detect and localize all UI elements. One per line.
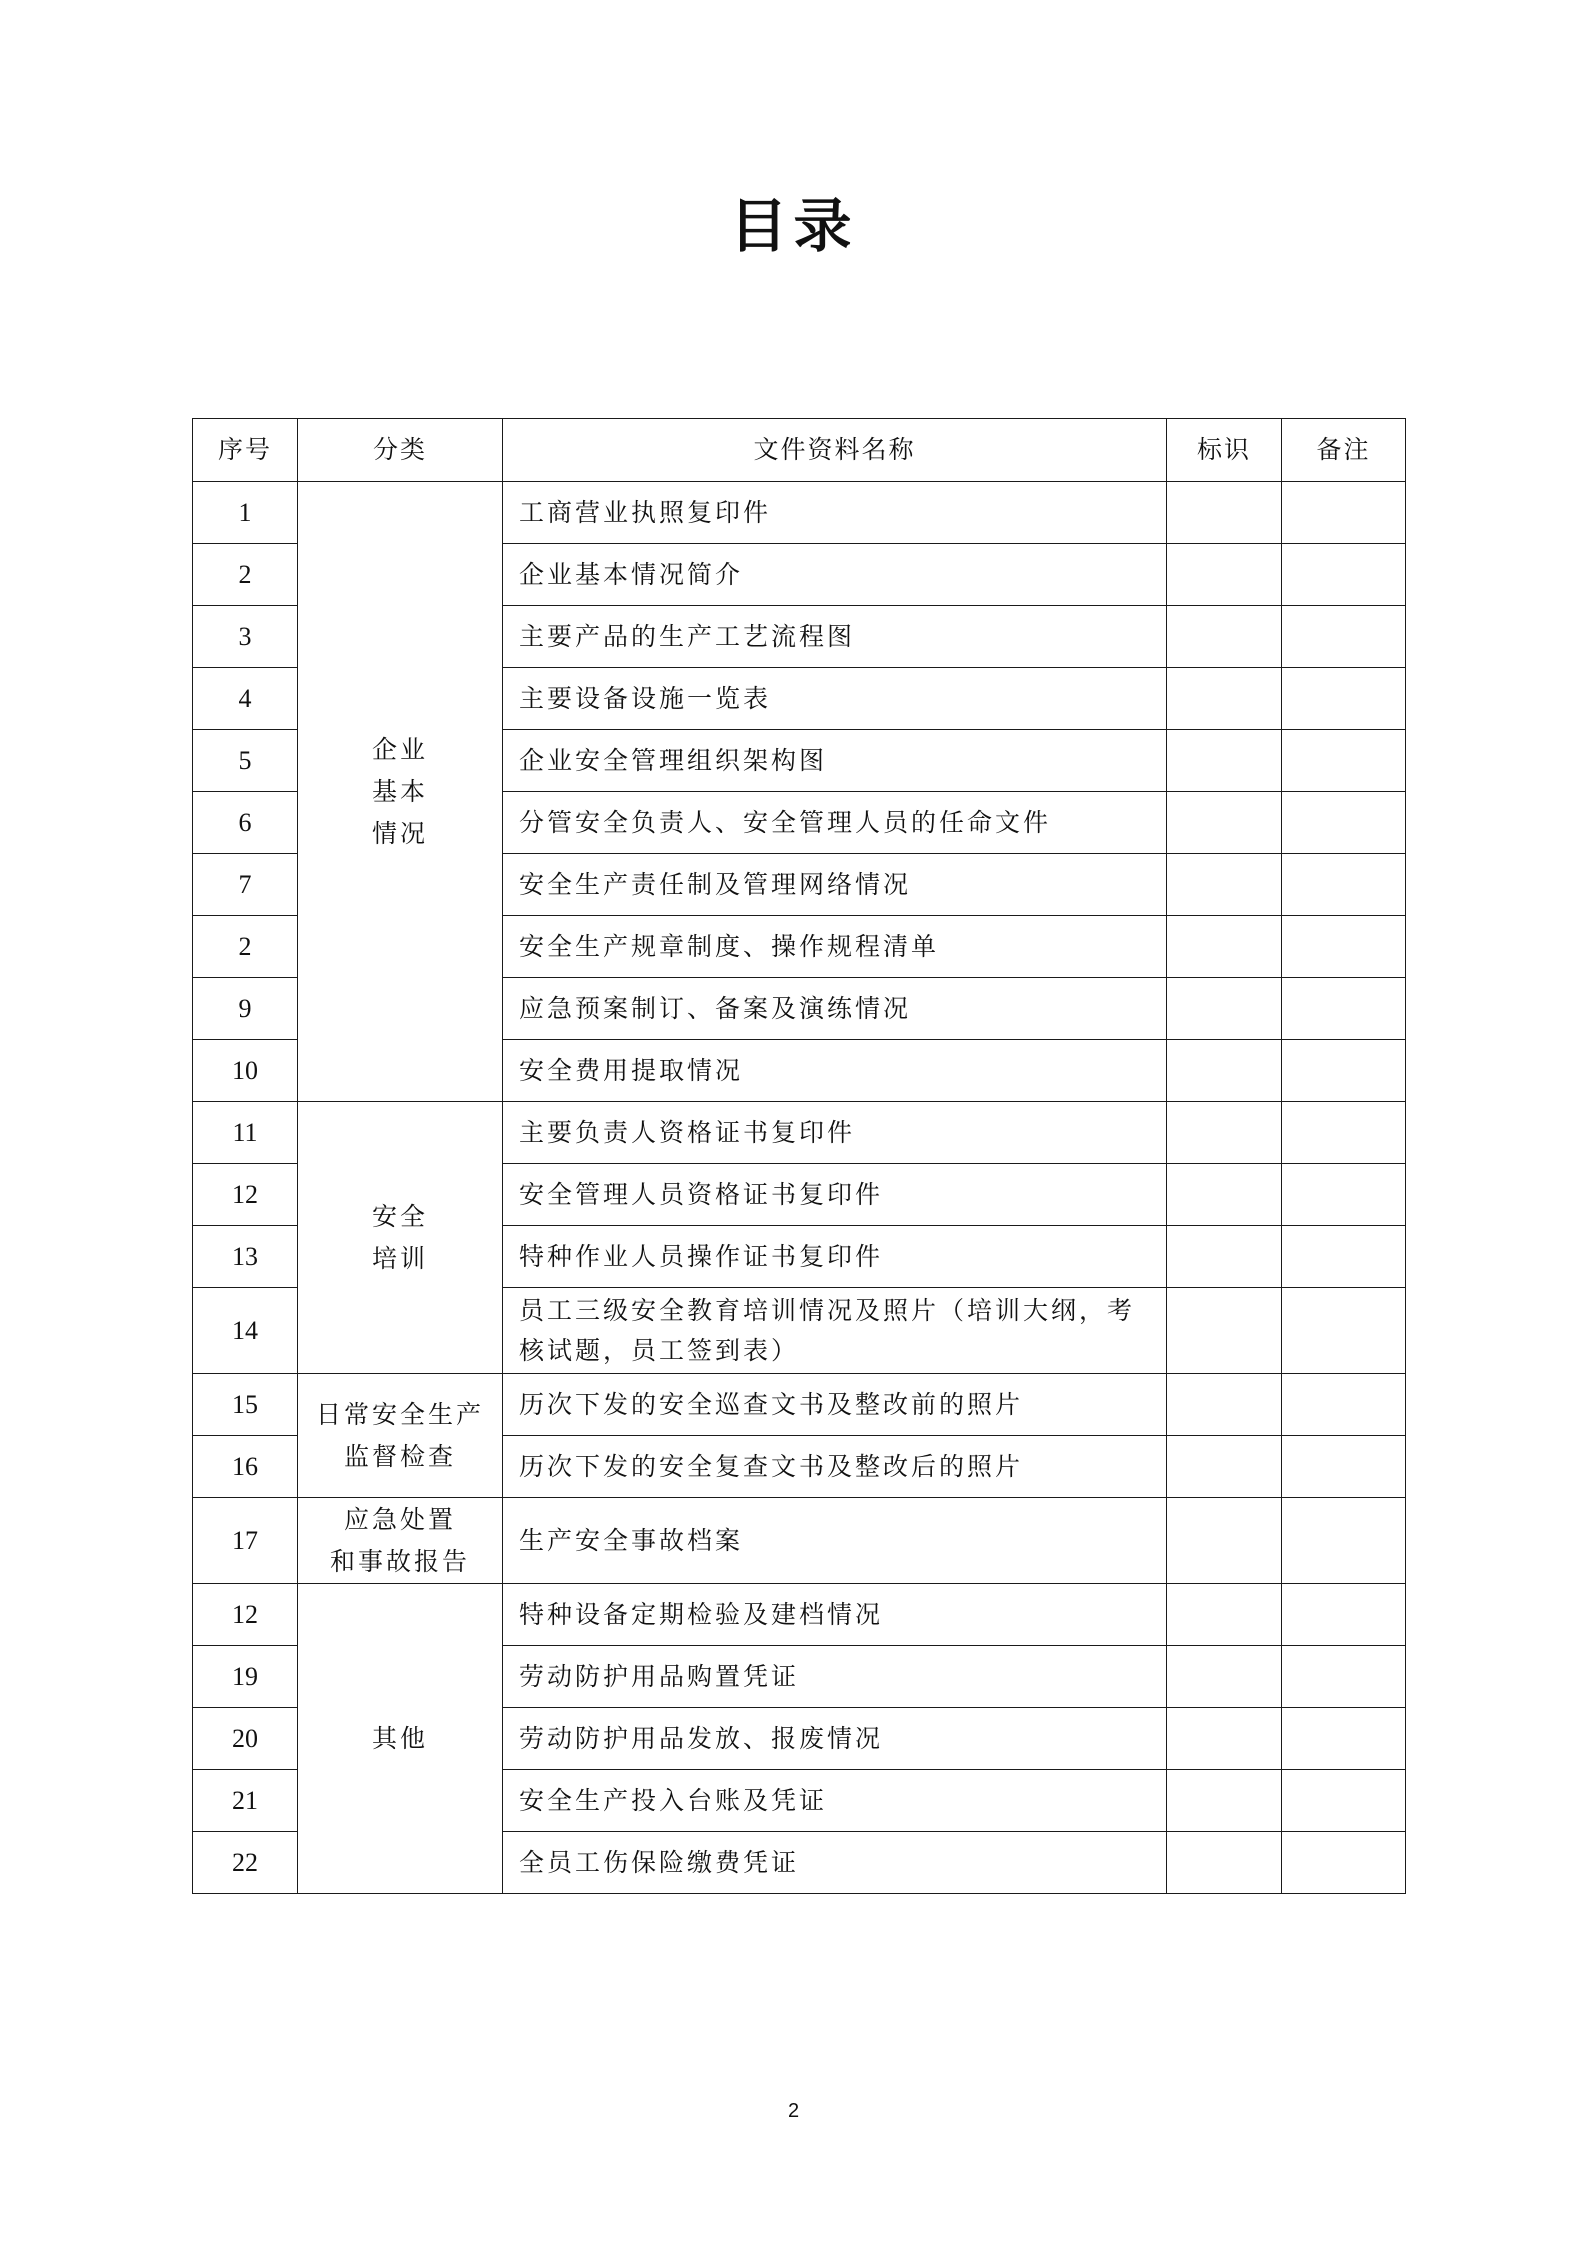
- row-number: 6: [193, 792, 298, 854]
- remark-cell: [1282, 1164, 1406, 1226]
- category-basic: [298, 482, 503, 1102]
- mark-cell: [1167, 544, 1282, 606]
- document-name: 企业安全管理组织架构图: [503, 730, 1167, 792]
- table-header-row: [193, 419, 1406, 482]
- mark-cell: [1167, 482, 1282, 544]
- mark-cell: [1167, 1288, 1282, 1374]
- document-name: 生产安全事故档案: [503, 1498, 1167, 1584]
- category-other: [298, 1584, 503, 1894]
- table-row: [193, 1102, 1406, 1164]
- document-name: 安全生产规章制度、操作规程清单: [503, 916, 1167, 978]
- row-number: 22: [193, 1832, 298, 1894]
- mark-cell: [1167, 1708, 1282, 1770]
- mark-cell: [1167, 1770, 1282, 1832]
- remark-cell: [1282, 482, 1406, 544]
- mark-cell: [1167, 1164, 1282, 1226]
- header-remark: 备注: [1282, 419, 1406, 482]
- remark-cell: [1282, 1374, 1406, 1436]
- page-number: 2: [787, 2100, 800, 2122]
- remark-cell: [1282, 1498, 1406, 1584]
- mark-cell: [1167, 1040, 1282, 1102]
- row-number: 2: [193, 916, 298, 978]
- remark-cell: [1282, 1288, 1406, 1374]
- document-name: 安全管理人员资格证书复印件: [503, 1164, 1167, 1226]
- header-seq: 序号: [193, 419, 298, 482]
- document-name: 应急预案制订、备案及演练情况: [503, 978, 1167, 1040]
- mark-cell: [1167, 1226, 1282, 1288]
- row-number: 21: [193, 1770, 298, 1832]
- document-name: 主要负责人资格证书复印件: [503, 1102, 1167, 1164]
- row-number: 11: [193, 1102, 298, 1164]
- mark-cell: [1167, 916, 1282, 978]
- category-line: 情况: [371, 818, 428, 848]
- remark-cell: [1282, 1646, 1406, 1708]
- row-number: 12: [193, 1584, 298, 1646]
- remark-cell: [1282, 916, 1406, 978]
- header-category: 分类: [298, 419, 503, 482]
- row-number: 2: [193, 544, 298, 606]
- header-mark: 标识: [1167, 419, 1282, 482]
- remark-cell: [1282, 544, 1406, 606]
- category-line: 安全: [371, 1201, 428, 1231]
- remark-cell: [1282, 1436, 1406, 1498]
- document-name: 主要设备设施一览表: [503, 668, 1167, 730]
- category-line: 应急处置: [343, 1504, 456, 1534]
- row-number: 5: [193, 730, 298, 792]
- category-emergency: [298, 1498, 503, 1584]
- mark-cell: [1167, 854, 1282, 916]
- row-number: 16: [193, 1436, 298, 1498]
- document-name: 主要产品的生产工艺流程图: [503, 606, 1167, 668]
- document-name: 工商营业执照复印件: [503, 482, 1167, 544]
- row-number: 15: [193, 1374, 298, 1436]
- toc-table: [192, 418, 1406, 1894]
- mark-cell: [1167, 730, 1282, 792]
- header-name: 文件资料名称: [503, 419, 1167, 482]
- row-number: 13: [193, 1226, 298, 1288]
- remark-cell: [1282, 1102, 1406, 1164]
- document-name: 安全生产投入台账及凭证: [503, 1770, 1167, 1832]
- document-name: 员工三级安全教育培训情况及照片（培训大纲，考核试题，员工签到表）: [503, 1288, 1167, 1374]
- remark-cell: [1282, 854, 1406, 916]
- category-line: 日常安全生产: [315, 1399, 484, 1429]
- mark-cell: [1167, 668, 1282, 730]
- category-line: 基本: [371, 776, 428, 806]
- document-name: 特种设备定期检验及建档情况: [503, 1584, 1167, 1646]
- document-name: 全员工伤保险缴费凭证: [503, 1832, 1167, 1894]
- remark-cell: [1282, 1832, 1406, 1894]
- page-title: 目录: [729, 192, 858, 260]
- row-number: 3: [193, 606, 298, 668]
- document-name: 劳动防护用品购置凭证: [503, 1646, 1167, 1708]
- document-name: 分管安全负责人、安全管理人员的任命文件: [503, 792, 1167, 854]
- row-number: 12: [193, 1164, 298, 1226]
- remark-cell: [1282, 1226, 1406, 1288]
- mark-cell: [1167, 1102, 1282, 1164]
- document-name: 安全生产责任制及管理网络情况: [503, 854, 1167, 916]
- remark-cell: [1282, 606, 1406, 668]
- table-row: [193, 1498, 1406, 1584]
- mark-cell: [1167, 606, 1282, 668]
- mark-cell: [1167, 1646, 1282, 1708]
- row-number: 20: [193, 1708, 298, 1770]
- row-number: 10: [193, 1040, 298, 1102]
- row-number: 7: [193, 854, 298, 916]
- row-number: 4: [193, 668, 298, 730]
- category-line: 监督检查: [343, 1441, 456, 1471]
- document-name: 企业基本情况简介: [503, 544, 1167, 606]
- remark-cell: [1282, 1708, 1406, 1770]
- remark-cell: [1282, 1770, 1406, 1832]
- document-name: 劳动防护用品发放、报废情况: [503, 1708, 1167, 1770]
- category-line: 培训: [371, 1243, 428, 1273]
- category-line: 和事故报告: [329, 1546, 470, 1576]
- mark-cell: [1167, 1436, 1282, 1498]
- table-row: [193, 1374, 1406, 1436]
- category-line: 企业: [371, 734, 428, 764]
- table-row: [193, 1584, 1406, 1646]
- category-training: [298, 1102, 503, 1374]
- document-name: 特种作业人员操作证书复印件: [503, 1226, 1167, 1288]
- category-daily-inspection: [298, 1374, 503, 1498]
- row-number: 19: [193, 1646, 298, 1708]
- mark-cell: [1167, 978, 1282, 1040]
- mark-cell: [1167, 1498, 1282, 1584]
- mark-cell: [1167, 1832, 1282, 1894]
- row-number: 17: [193, 1498, 298, 1584]
- remark-cell: [1282, 730, 1406, 792]
- remark-cell: [1282, 792, 1406, 854]
- category-line: 其他: [371, 1723, 428, 1753]
- document-name: 安全费用提取情况: [503, 1040, 1167, 1102]
- remark-cell: [1282, 978, 1406, 1040]
- mark-cell: [1167, 792, 1282, 854]
- remark-cell: [1282, 1584, 1406, 1646]
- document-name: 历次下发的安全复查文书及整改后的照片: [503, 1436, 1167, 1498]
- row-number: 14: [193, 1288, 298, 1374]
- table-row: [193, 482, 1406, 544]
- remark-cell: [1282, 668, 1406, 730]
- row-number: 9: [193, 978, 298, 1040]
- remark-cell: [1282, 1040, 1406, 1102]
- mark-cell: [1167, 1374, 1282, 1436]
- row-number: 1: [193, 482, 298, 544]
- document-name: 历次下发的安全巡查文书及整改前的照片: [503, 1374, 1167, 1436]
- mark-cell: [1167, 1584, 1282, 1646]
